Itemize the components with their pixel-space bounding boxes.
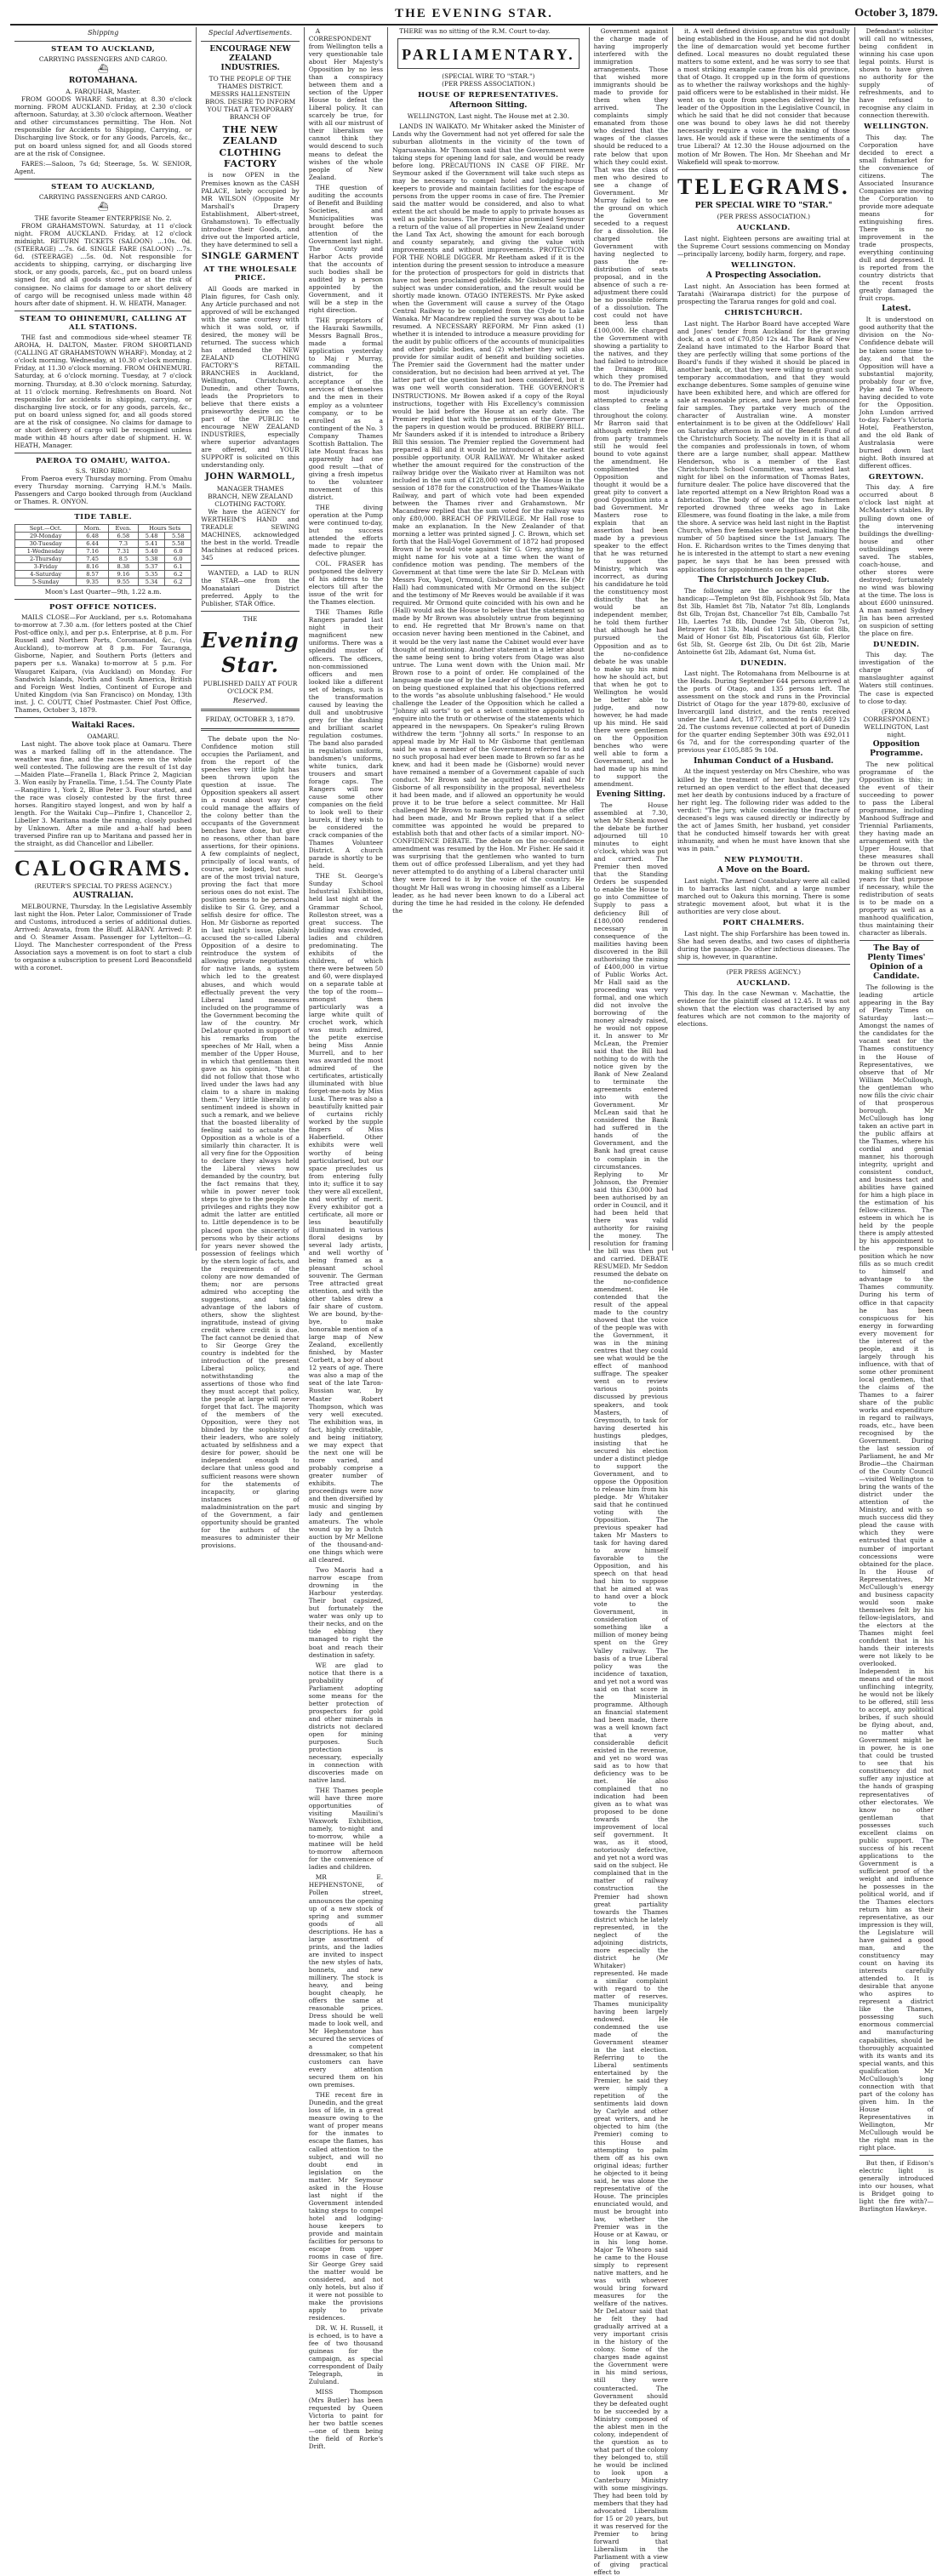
place-heading: DUNEDIN. bbox=[740, 658, 787, 668]
article-body: MELBOURNE, Thursday. In the Legislative Assembly last night the Hon. Peter Lalor, Commissioner of Trade and Customs, introduced a series of additional duties. Arrived: Arawata, from the Bluff. ALBANY. Arrived: P. and O. Steamer Assam. Passenger for Lyttelton—G. Lloyd. The Manchester correspondent of the Press Association says a movement is on foot to start a club to organise a subscription to present Lord Beaconsfield with a coronet. bbox=[14, 902, 192, 972]
ad-address: TO THE PEOPLE OF THE THAMES DISTRICT. bbox=[208, 74, 292, 90]
dateline: WELLINGTON, Last night. The House met at 2.30. bbox=[407, 112, 569, 121]
tide-cell: 9.35 bbox=[77, 578, 108, 585]
article-body: The new political programme of the Opposition is this; in the event of their succeeding to power to pass the Liberal programme, including Manhood Suffrage and Triennial Parliaments, they having made an arrangement with the Upper House, that these measures shall be thrown out there, making sufficient new years for that purpose if necessary, while the redistribution of seats is to be made on a property as well as a manhood qualification, thus maintaining their character as liberals. bbox=[859, 760, 934, 938]
masthead bbox=[10, 5, 938, 26]
ad-subtitle: S.S. 'RIRO RIRO.' bbox=[75, 467, 131, 476]
ad-signature: JOHN WARMOLL, bbox=[205, 472, 296, 482]
column-6 bbox=[672, 27, 854, 1251]
story-heading: Opposition Programme. bbox=[870, 739, 923, 758]
column-2 bbox=[196, 27, 303, 1549]
tide-table bbox=[14, 524, 191, 586]
editorial-dateline: FRIDAY, OCTOBER 3, 1879. bbox=[205, 715, 295, 724]
place-heading: WELLINGTON. bbox=[864, 123, 929, 132]
news-paragraph: THE recent fire in Dunedin, and the great loss of life, in a great measure owing to the want of proper means for the inmates to escape the flames, has called attention to the subject, and will no doubt end in legislation on the matter. Mr Seymour asked in the House last night if the Government intended taking steps to compel hotel and lodging-house keepers to provide and maintain facilities for persons to escape from upper rooms in case of fire. Sir George Grey said the matter would be considered, and not only hotels, but also if it were not possible to make the provisions apply to private residences. bbox=[308, 2091, 384, 2322]
news-paragraph: THE Thames people will have three more opportunities of visiting Mauilini's Waxwork Exhibition, namely, to-night and to-morrow, while a matinee will be held to-morrow afternoon for the convenience of ladies and children. bbox=[308, 1787, 384, 1872]
divider bbox=[14, 599, 191, 600]
tide-cell: 7.31 bbox=[108, 547, 138, 555]
place-heading: AUCKLAND. bbox=[736, 224, 791, 233]
section-subtitle: (REUTER'S SPECIAL TO PRESS AGENCY.) bbox=[34, 881, 172, 890]
newspaper-title: THE EVENING STAR. bbox=[395, 7, 553, 20]
article-body: The following are the acceptances for the handicap:—Templeton 9st 8lb, Fishhook 9st 5lb, Mata 8st 3lb, Hamlet 8st 7lb, Natator 7st 8lb, Longlands 8st 6lb, Trojan 8st, Chancellor 7st 8lb, Camballo 7st 1lb, Laertes 7st 8lb, Dundee 7st 5lb, Oberon 7st, Betrayer 6st 13lb, Maid 6st 12lb Atlantic 6st 8lb, Maid of Honor 6st 8lb, Piscatorious 6st 6lb, Flerlor 6st 5lb, St. George 6st 2lb, Ou Dit 6st 2lb, Marie Antoinette 6st 2lb, Adamant 6st, Numa 6st. bbox=[677, 586, 850, 656]
tide-cell: 3-Friday bbox=[15, 562, 77, 570]
divider bbox=[859, 2155, 934, 2156]
ship-icon: ⛴ bbox=[97, 65, 109, 75]
editorial-body: The debate upon the No-Confidence motion still occupies the Parliament, and from the report of the speeches very little light has been thrown upon the question at issue. The Opposition speakers all assert in a round about way they could manage the affairs of the colony better than the occupants of the Government benches have done, but give no reasons, other than bare assertions, for their opinions. A few complaints of neglect, principally of local wants, of course, are lodged, but such are of the most trivial nature, proving the fact that more serious ones do not exist. The position seems to be personal dislike to Sir G. Grey, and a selfish desire for office. The Hon. Mr Gisborne as reported in last night's issue, plainly accused the so-called Liberal Opposition of a desire to reintroduce the system of allowing private negotiations for native lands, a system which led to the greatest abuses, and which would effectually prevent the very Liberal land measures included on the programme of the Government becoming the law of the country. Mr DeLatour quoted in support of his remarks from the speeches of Mr Hall, when a member of the Upper House, in which that gentleman then gave as his opinion, "that it did not follow that those who lived under the laws had any claim to a share in making them." Very little liberality of sentiment indeed is shown in such a remark, and we believe that the boasted liberality of feeling said to actuate the Opposition as a whole is of a similarly thin character. It is all very fine for the Opposition to declare they always held the Liberal views now demanded by the country, but the fact remains that they, while in power never took steps to give to the people the privileges and rights they now admit the latter are entitled to. Little dependence is to be placed upon the sincerity of persons who by their actions for years never showed the possession of feelings which by the stern logic of facts, and the requirements of the colony are now demanded of them; nor are persons admired who accepting the suggestions, and taking advantage of the labors of others, show the slightest ingratitude, instead of giving credit where credit is due. The fact cannot be denied that to Sir George Grey the country is indebted for the introduction of the present Liberal policy, and notwithstanding the assertions of those who find they must accept that policy, the people at large will never forget that fact. The majority of the members of the Opposition, were they not blinded by the sophistry of their leaders, who are solely actuated by selfishness and a desire for power, should be independent enough to declare that unless good and sufficient reasons were shown for the statements of incapacity, or glaring instances of maladministration on the part of the Government, a fair opportunity should be granted for the authors of the measures to administer their provisions. bbox=[201, 734, 300, 1549]
ad-subtitle: CARRYING PASSENGERS AND CARGO. bbox=[38, 193, 168, 201]
dateline: OAMARU. bbox=[87, 732, 120, 740]
tide-header-cell: Sept.—Oct. bbox=[15, 524, 77, 532]
tide-cell: 5.58 bbox=[165, 532, 191, 539]
section-subtitle: (SPECIAL WIRE TO "STAR.") bbox=[442, 71, 535, 80]
ad-body: From Paeroa every Thursday morning. From Omahu every Thursday morning. Carrying H.M.'s Mails. Passengers and Cargo booked through from (Auckland or Thames. R. ONYON. bbox=[14, 475, 192, 506]
section-subtitle: (PER PRESS ASSOCIATION.) bbox=[442, 80, 535, 88]
ad-headline: SINGLE GARMENT bbox=[201, 251, 300, 261]
article-body: At the inquest yesterday on Mrs Cheshire, who was killed by the treatment of her husband, the jury returned an open verdict to the effect that deceased met her death by contusions induced by a fracture of her right leg. The following rider was added to the verdict: "The jury, while considering the fracture of deceased's legs was caused directly or indirectly by the act of James Smith, her husband, yet consider that he conducted himself towards her with great inhumanity, and when he must have known that she was in pain." bbox=[677, 767, 850, 852]
place-heading: WELLINGTON. bbox=[731, 260, 797, 270]
news-paragraph: COL. FRASER has postponed the delivery of his address to the electors till after the issue of the writ for the Thames election. bbox=[308, 560, 384, 607]
tide-cell: 4-Saturday bbox=[15, 570, 77, 578]
tide-cell: 8.16 bbox=[77, 562, 108, 570]
ad-body: FROM GRAHAMSTOWN. Saturday, at 11 o'clock night. FROM AUCKLAND. Friday, at 12 o'clock midnight. RETURN TICKETS (SALOON) ...10s. 0d. (STEERAGE) ...7s. 6d. SINGLE FARE (SALOON) ...7s. 6d. (STEERAGE) ...5s. 0d. Not responsible for accidents to shipping, carrying, or discharging live stock, or any goods, parcels, &c., put on board unless signed for, and all goods stored are at the risk of consignee. No claims for damage to or short delivery of cargo will be recognised unless made within 48 hours after date of shipment. H. W. HEATH, Manager. bbox=[14, 222, 192, 307]
tide-cell: 9.55 bbox=[108, 578, 138, 585]
tide-table-title: TIDE TABLE. bbox=[74, 513, 133, 522]
ad-body: FROM GOODS WHARF. Saturday, at 8.30 o'clock morning. FROM AUCKLAND. Friday, at 2.30 o'clock afternoon. Saturday, at 3.30 o'clock afternoon. Weather and other circumstances permitting. The Hon. Not responsible for Accidents to Shipping, Carrying, or Discharging live Stock, or for any Goods, Parcels, &c., put on board unless signed for, and all Goods stored are at the risk of Consignee. bbox=[14, 95, 192, 157]
divider bbox=[859, 940, 934, 941]
ad-title: STEAM TO OHINEMURI, CALLING AT ALL STATIONS. bbox=[19, 314, 187, 332]
ad-title: STEAM TO AUCKLAND, bbox=[51, 44, 156, 54]
ad-title: STEAM TO AUCKLAND, bbox=[51, 182, 156, 191]
divider bbox=[201, 41, 299, 42]
article-body: it. A well defined division apparatus was gradually being established in the House, and he did not doubt the line of demarcation would yet become further defined. Local measures no doubt regulated these matters to some extent, and he was sorry to see that a most striking example came from his old province, that of Otago. It cropped up in the form of questions as to whether the railway workshops and the highly-paid officers were to be established in their midst. He went on to quote from speeches delivered by the leader of the Opposition in the Legislative Council, in which he said that he did not consider that because one was bound to obey laws he did not thereby necessarily require a voice in the making of those laws. He would ask if these were the sentiments of a true Liberal? At 12.30 the House adjourned on the motion of Mr Bowen. The Hon. Mr Sheehan and Mr Wakefield will speak to-morrow. bbox=[677, 27, 850, 166]
wanted-ad: WANTED, a LAD to RUN the STAR—one from the Moanataiari District preferred. Apply to the Publisher, STAR Office. bbox=[201, 568, 300, 608]
story-heading: A Prospecting Association. bbox=[705, 271, 821, 281]
divider bbox=[14, 717, 191, 718]
tide-cell: 30-Tuesday bbox=[15, 539, 77, 547]
column-5 bbox=[589, 27, 672, 2576]
tide-cell: 2-Thursday bbox=[15, 555, 77, 562]
tide-cell: 6.0 bbox=[165, 555, 191, 562]
news-paragraph: THE St. George's Sunday School Industrial Exhibition, held last night at the Grammar School, Rolleston street, was a great success. The building was crowded, ladies and children predominating. The exhibits of the children, of which there were between 50 and 60, were displayed on a separate table at the top of the room—amongst them particularly was a large white quilt of crochet work, which was much admired, the petite exercise being Miss Annie Murrell, and to her was awarded the most admired of the certificates, artistically illuminated with blue forget-me-nots by Miss Lusk. There was also a beautifully knitted pair of curtains richly worked by the supple fingers of Miss Haberfield. Other exhibits were well worthy of being particularised, but our space precludes us from entering fully into it; suffice it to say they were all excellent, and worthy of merit. Every exhibitor got a certificate, all more or less beautifully illuminated in various floral designs by several lady artists, and well worthy of being framed as a pleasant school souvenir. The German Tree attracted great attention, and with the other tables drew a fair share of custom. We are bound, by-the-bye, to make honorable mention of a large map of New Zealand, excellently finished, by Master Corbett, a boy of about 12 years of age. There was also a map of the seat of the late Taron-Russian war, by Master Robert Thompson, which was very well executed. The exhibition was, in fact, highly creditable, and being initiatory, we may expect that the next one will be more varied, and probably comprise a greater number of exhibits. The proceedings were now and then diversified by music and singing by lady and gentlemen amateurs. The whole wound up by a Dutch auction by Mr Mellone of the thousand-and-one things which were all cleared. bbox=[308, 872, 384, 1564]
tide-cell: 5.37 bbox=[139, 562, 165, 570]
tide-cell: 8.57 bbox=[77, 570, 108, 578]
reserved-note: Reserved. bbox=[232, 696, 268, 704]
tide-row bbox=[15, 539, 191, 547]
news-paragraph: A CORRESPONDENT from Wellington tells a very questionable tale about Her Majesty's Opposition by no less than a conspiracy between them and a section of the Upper House to defeat the Liberal policy. It can scarcely be true, for with all our mistrust of their liberalism we cannot think they would descend to such means to defeat the wishes of the whole people of New Zealand. bbox=[308, 27, 384, 181]
story-heading: The Bay of Plenty Times' Opinion of a Candidate. bbox=[867, 944, 926, 982]
column-7 bbox=[854, 27, 938, 2214]
divider bbox=[677, 169, 850, 170]
article-body: Government against the charge made of having improperly interfered with the immigration arrangements. Those that wished more immigrants should be made to provide for them when they arrived. The complaints simply emanated from those who desired that the wages of the classes should be reduced to a rate below that upon which they could exist. That was the class of men who desired to see a change of Government. Mr Murray failed to see the ground on which the Government seceded to a request for a dissolution. He charged the Government with having neglected to pass the re-distribution of seats proposal, and in the absence of such a re-adjustment there could be no possible reform of a dissolution. The cost could not have been less than £100,000. He charged the Government with showing a partiality to the natives, and they had failed to introduce the Drainage Bill, which they promised to do. The Premier had most injudiciously attempted to create a class feeling throughout the colony. Mr Barron said that although entirely free from party trammels still he would feel bound to vote against the amendment. He complimented the Opposition and thought it would be a great pity to convert a good Opposition into a bad Government. Mr Masters rose to explain that an assertion had been made by a previous speaker to the effect that he was returned to support the Ministry, which was incorrect, as during his candidature he told the constituency most distinctly that he would be an independent member, he told them further that although he had pursued the Opposition and as to the no-confidence debate he was unable to make up his mind how he should act, but that when he got to Wellington he would be better able to judge, and now however, he had made up his mind. He said there were gentlemen on the Opposition benches who were well able to form a Government, and he had made up his mind to support the amendment. bbox=[593, 27, 668, 789]
section-subtitle: PER SPECIAL WIRE TO "STAR." bbox=[694, 202, 832, 211]
tide-cell: 5.41 bbox=[139, 539, 165, 547]
divider bbox=[201, 611, 299, 612]
news-paragraph: THERE was no sitting of the R.M. Court to-day. bbox=[399, 27, 551, 35]
news-paragraph: THE Thames Rifle Rangers paraded last night in their magnificent new uniforms. There was a splendid muster of officers. The officers, non-commissioned officers and men looked like a different set of beings, such is the transformation caused by leaving the dull and unobtrusive grey for the dashing and brilliant scarlet regulation costumes. The band also paraded in regulation uniform, bandsmen's uniforms, white tunics, dark trousers and smart forage caps. The Rangers will now cause some other companies on the field to look well to their laurels, if they wish to be considered the crack companies of the Thames Volunteer District. A church parade is shortly to be held. bbox=[308, 608, 384, 870]
section-heading: POST OFFICE NOTICES. bbox=[49, 602, 157, 612]
tide-cell: 6.44 bbox=[77, 539, 108, 547]
ad-subtitle: CARRYING PASSENGERS AND CARGO. bbox=[38, 55, 168, 64]
story-heading: Latest. bbox=[882, 305, 911, 314]
column-4 bbox=[387, 27, 589, 1251]
article-body: It is understood on good authority that the division on the No-Confidence debate will be taken some time to-day, and that the Opposition will have a substantial majority, probably four or five, Pyke and Te Wheoro having decided to vote for the Opposition. John Lundon arrived to-day. Faber's Victoria Hotel, Featherston, and the old Bank of Australasia were burned down last night. Both insured at different offices. bbox=[859, 316, 934, 470]
divider bbox=[14, 851, 191, 852]
ship-icon: ⛴ bbox=[97, 202, 109, 213]
article-body: MAILS CLOSE—For Auckland, per s.s. Rotomahana to-morrow at 7.30 a.m. (for letters posted at the Chief Post-office only.), and per p.s. Enterprise, at 8 p.m. For Russell and Northern Ports, Coromandel, &c., (via Auckland), to-morrow at 8 p.m. For Tauranga, Gisborne, Napier, and Southern Ports (letters and papers per s.s. Wanaka) to-morrow at 5 p.m. For Waugaret Kaipara, (via Auckland) on Monday. For Sandwich Islands, North and South America, British and Foreign West Indies, Continent of Europe and United Kingdom (via San Francisco) on Monday, 13th inst. J. C. COUTT, Chief Postmaster. Chief Post Office, Thames, October 3, 1879. bbox=[14, 613, 192, 714]
parliamentary-banner bbox=[397, 38, 580, 69]
section-subtitle: (PER PRESS ASSOCIATION.) bbox=[717, 213, 811, 221]
ad-body: is now OPEN in the Premises known as the CASH PALACE, lately occupied by MR WILSON (Opposite Mr Marshall's Drapery Establishment, Albert-street, Grahamstown). To effectually introduce their Goods, and drive out the Imported article, they have determined to sell a bbox=[201, 171, 300, 248]
tide-cell: 6.1 bbox=[165, 562, 191, 570]
divider bbox=[14, 179, 191, 180]
place-heading: CHRISTCHURCH. bbox=[724, 309, 803, 318]
tide-row bbox=[15, 562, 191, 570]
ship-master: A. FARQUHAR, Master. bbox=[66, 88, 141, 96]
ad-body: We have the AGENCY for WERTHEIM'S HAND and TREADLE SEWING MACHINES, acknowledged the best in the world. Treadle Machines at reduced prices. 345 bbox=[201, 507, 300, 561]
section-title: TELEGRAMS. bbox=[677, 174, 850, 199]
ad-lead: ENCOURAGE NEW ZEALAND INDUSTRIES. bbox=[209, 44, 291, 72]
article-body: Last night. An Association has been formed at Taratahi (Wairarapa district) for the purpose of prospecting the Tararua ranges for gold and coal. bbox=[677, 282, 850, 306]
news-paragraph: THE diving operation at the Pump were continued to-day, but no success attended the efforts made to repair the defective plunger. bbox=[308, 503, 384, 558]
place-heading: GREYTOWN. bbox=[868, 473, 924, 482]
tide-cell: 5-Sunday bbox=[15, 578, 77, 585]
moon-phase: Moon's Last Quarter—9th, 1.22 a.m. bbox=[44, 587, 162, 596]
article-body: This day. In the case Newman v. Machattie, the evidence for the plaintiff closed at 12.45. It was not shown that the election was characterised by any features which are not common to the majority of elections. bbox=[677, 989, 850, 1029]
tide-cell: 6.58 bbox=[108, 532, 138, 539]
ad-body: THE fast and commodious side-wheel steamer TE AROHA, H. DALTON, Master. FROM SHORTLAND (CALLING AT GRAHAMSTOWN WHARF). Monday, at 2 o'clock morning. Wednesday, at 10.30 o'clock morning. Friday, at 11.30 o'clock morning. FROM OHINEMURI. Saturday, at 6 o'clock morning. Tuesday, at 7 o'clock morning. Thursday, at 8.30 o'clock morning. Saturday, at 11 o'clock morning. Refreshments on Board. Not responsible for accidents in shipping, carrying, or discharging live stock, or for any goods, parcels, &c., put on board unless signed for, and all goods stored are at the risk of consignee. No claims for damage to or short delivery of cargo will be recognised unless made within 48 hours after date of shipment. H. W. HEATH, Manager. bbox=[14, 333, 192, 449]
divider bbox=[201, 565, 299, 566]
place-heading: DUNEDIN. bbox=[873, 641, 920, 649]
tide-cell: 5.38 bbox=[139, 555, 165, 562]
place-heading: NEW PLYMOUTH. bbox=[723, 855, 803, 864]
tide-header-cell: Even. bbox=[108, 524, 138, 532]
divider bbox=[201, 709, 299, 711]
article-body: But then, if Edison's electric light is generally introduced into our houses, what is Bridget going to light the fire with?—Burlington Hawkeye. bbox=[859, 2158, 934, 2214]
section-subtitle: (PER PRESS AGENCY.) bbox=[726, 967, 801, 976]
tide-cell: 6.0 bbox=[165, 547, 191, 555]
tide-row bbox=[15, 570, 191, 578]
tide-header-cell: Morn. bbox=[77, 524, 108, 532]
news-paragraph: MISS Thompson (Mrs Butler) has been requested by Queen Victoria to paint for her two battle scenes—one of them being the field of Rorke's Drift. bbox=[308, 2388, 384, 2450]
ad-headline: AT THE WHOLESALE PRICE. bbox=[203, 265, 297, 283]
story-heading: A Move on the Board. bbox=[717, 866, 810, 875]
section-title: PARLIAMENTARY. bbox=[402, 46, 575, 64]
tide-header-cell: Hours Sets bbox=[139, 524, 191, 532]
tide-cell: 7.45 bbox=[77, 555, 108, 562]
logo-prefix: THE bbox=[243, 615, 258, 624]
ship-name: ROTOMAHANA. bbox=[68, 77, 138, 86]
article-body: Defendant's solicitor will call no witnesses, being confident in winning his case upon legal points. Hurst is shown to have given no authority for the supply of refreshments, and to have refused to recognise any claim in connection therewith. bbox=[859, 27, 934, 120]
article-body: LANDS IN WAIKATO. Mr Whitaker asked the Minister of Lands why the Government had not yet offered for sale the suburban allotments in the vicinity of the town of Ngaruawahia. Mr Thomson said that the Government were taking steps for opening land for sale, and would be ready before long. PRECAUTIONS IN CASE OF FIRE. Mr Seymour asked if the Government will take such steps as may be necessary to compel hotel and lodging-house keepers to provide and maintain facilities for the escape of persons from the upper rooms in case of fire. The Premier said the matter would be considered, and also to what extent the act should be made to apply to private houses as well as public houses. The Premier also promised Seymour a return of the value of all properties in New Zealand under the Land Tax Act, showing the amount for each borough and county separately, and giving the value with improvements and without improvements. PROTECTION FOR THE NOBLE DIGGER. Mr Reetham asked if it is the intention during the present session to introduce a measure for the protection of prospectors for gold in districts that have not been proclaimed goldfields. Mr Gisborne said the subject was under consideration, and the result would be shortly made known. OTAGO INTERESTS. Mr Pyke asked when the Government will cause a survey of the Otago Central Railway to be completed from the Clyde to Lake Wanaka. Mr Macandrew replied the survey was about to be resumed. A NECESSARY REFORM. Mr Finn asked (1) whether it is intended to introduce a measure providing for the audit by public officers of the accounts of municipalities and other public bodies, and (2) whether they will also provide for similar audit of benefit and building societies. The Premier said the Government had the matter under consideration, but no decision had been arrived at yet. The latter part of the question had not been considered, but it was one well worth consideration. THE GOVERNOR'S INSTRUCTIONS. Mr Bowen asked if a copy of the Royal instructions, together with His Excellency's commission would be laid before the House at an early date. The Premier replied that with the permission of the Governor the papers in question would be produced. BRIBERY BILL. Mr Saunders asked if it is intended to introduce a Bribery Bill this session. The Premier replied the Government had prepared a Bill and it would be introduced at the earliest possible opportunity. OUR RAILWAY. Mr Whitaker asked whether the amount required for the construction of the railway bridge over the Waikato river at Hamilton was not included in the sum of £128,000 voted by the House in the session of 1878 for the construction of the Thames-Waikato Railway, and part of which vote had been expended between the Thames river and Grahamstown. Mr Macandrew replied that the sum voted for the railway was only £80,000. BREACH OF PRIVILEGE. Mr Hall rose to make an explanation. In the New Zealander of that morning a letter was printed signed J. C. Brown, which set forth that the Hall-Vogel Government of 1872 had proposed Brown if he would vote against Sir G. Grey, anything he might name for his vote at a time when the want of confidence motion was pending. The members of the Government at that time were the late Sir D. McLean with Messrs Fox, Vogel, Ormond, Gisborne and Reeves. He (Mr Hall) had communicated with Mr Ormond on the subject and the testimony of Mr Reeves would be available if it was required. Mr Ormond quite coincided with his own and he (Hall) would ask the House to believe that the statement so made by Mr Brown was absolutely untrue from beginning to end. He regretted that Mr Brown's name on that occasion never having been mentioned in the Cabinet, and it would be the very last name the Cabinet would ever have thought of mentioning. Another statement in a letter about the same being sent to bring voters from Otago was also untrue. The Luna went down with the Union mail. Mr Brown rose to a point of order. He complained of the language made use of by the Leader of the Opposition, and on being questioned explained that his objections referred to the words "as absolute unblushing falsehood." He would challenge the Leader of the Opposition which he called a "Johnny all sorts" to get a select committee appointed to enquire into the truth or otherwise of the statements which appeared in the newspapers. On Speaker's ruling Brown withdrew the term "Johnny all sorts." In response to an appeal made by Mr Hall to Mr Gisborne that gentleman said he was a member of the Government referred to and no such proposal had ever been made to Brown so far as he knew, and had it been made he (Gisborne) would never have remained a member of a Government capable of such conduct. Mr Brown said he acquitted Mr Hall and Mr Gisborne of all responsibility in the proposal, nevertheless it had been made, and if allowed an opportunity he would prove it to be true before a select committee. Mr Hall challenged Mr Brown to name the party by whom the offer had been made, and Mr Brown replied that if a select committee was appointed he would be prepared to establish both that and other facts of a similar import. NO-CONFIDENCE DEBATE. The debate on the no-confidence amendment was resumed by the Hon. Mr Fisher. He said it was surprising that the gentlemen who wanted to turn them out of office professed Liberalism, and yet they had never attempted to do anything of a Liberal character until they were forced to it by the voice of the country. He thought Mr Hall was wrong in choosing himself as a Liberal leader, as he had never been known to do a Liberal act during the time he had resided in the colony. He defended the bbox=[392, 123, 585, 915]
section-heading: HOUSE OF REPRESENTATIVES. bbox=[418, 91, 559, 100]
section-title: CALOGRAMS. bbox=[14, 856, 192, 881]
article-body: This day. The Corporation have decided to erect a small fishmarket for the convenience of citizens. The Associated Insurance Companies are moving the Corporation to provide more adequate means for extinguishing fires. There is no improvement in the trade prospects, everything continuing dull and depressed. It is reported from the country districts that the recent frosts greatly damaged the fruit crops. bbox=[859, 133, 934, 303]
tide-cell: 5.35 bbox=[139, 570, 165, 578]
tide-cell: 5.34 bbox=[139, 578, 165, 585]
tide-cell: 7.3 bbox=[108, 539, 138, 547]
ad-body: MESSRS HALLENSTEIN BROS. DESIRE TO INFORM YOU THAT A TEMPORARY BRANCH OF bbox=[204, 89, 296, 121]
news-paragraph: MR E. HEPHENSTONE, of Pollen street, announces the opening up of a new stock of spring and summer goods of all descriptions. He has a large assortment of prints, and the ladies are invited to inspect the new styles of hats, bonnets, and new millinery. The stock is heavy, and being bought cheaply, he offers the same at reasonable prices. Dress should be well made to look well, and Mr Hephenstone has secured the services of a competent dressmaker, so that his customers can have every attention secured them on his own premises. bbox=[308, 1873, 384, 2089]
section-subtitle: (FROM A CORRESPONDENT.) bbox=[863, 707, 930, 723]
tide-row bbox=[15, 555, 191, 562]
article-body: This day. A fire occurred about 8 o'clock last night at McMaster's stables. By pulling down one of the intervening buildings the dwelling-house and other outbuildings were saved. The stables, coach-house, and other stores were destroyed; fortunately no wind was blowing at the time. The loss is about £600 uninsured. A man named Sydney Jin has been arrested on suspicion of setting the place on fire. bbox=[859, 483, 934, 637]
tide-cell: 9.16 bbox=[108, 570, 138, 578]
news-paragraph: Two Maoris had a narrow escape from drowning in the Harbour yesterday. Their boat capsized, but fortunately the water was only up to their necks, and on the tide ebbing they managed to right the boat and reach their destination in safety. bbox=[308, 1566, 384, 1659]
tide-cell: 6.2 bbox=[165, 570, 191, 578]
article-body: The following is the leading article appearing in the Bay of Plenty Times on Saturday last:— Amongst the names of the candidates for the vacant seat for the Thames constituency in the House of Representatives, we observe that of Mr William McCullough, the gentleman who now fills the civic chair of that prosperous borough. Mr McCullough has long taken an active part in the public affairs at the Thames, where his cordial and genial manner, his thorough integrity, upright and consistent conduct, and business tact and abilities have gained for him a high place in the estimation of his fellow-citizens. The esteem in which he is held by the people there is amply attested by his appointment to the responsible position which he now fills as so much credit to himself and advantage to the Thames community. During his term of office in that capacity he has been conspicuous for his energy in forwarding every movement for the interest of the people, and it is largely through his influence, with that of some other prominent local gentlemen, that the claims of the Thames to a fairer share of the public works and expenditure in regard to railways, roads, etc., have been recognised by the Government. During the last session of Parliament, he and Mr Brodie—the Chairman of the County Council—visited Wellington to bring the wants of the district under the attention of the Ministry, and with so much success did they plead the cause with which they were entrusted that quite a number of important concessions were obtained for the place. In the House of Representatives, Mr McCullough's energy and business capacity would soon make themselves felt by his fellow-legislators, and the electors at the Thames might feel confident that in his hands their interests were not likely to be overlooked. Independent in his means and of the most unflinching integrity, he would not be likely to be offered, still less to accept, any political bribes, if such should be flying about, and, no matter what Government might be in power, he is one that could be trusted to see that his constituency did not suffer any injustice at the hands of grasping representatives of other electorates. We know no other gentleman that possesses such excellent claims on public support. The success of his recent applications to the Government is a sufficient proof of the weight and influence he possesses in the political world, and if the Thames electors return him as their representative, as our impression is they will, the Legislature will have gained a good man, and the constituency may count on having its interests carefully attended to. It is desirable that anyone who aspires to represent a district like the Thames, possessing such enormous commercial and manufacturing capabilities, should be thoroughly acquainted with its wants and its special wants, and this qualification Mr McCullough's long connection with that part of the colony has given him. In the House of Representatives in Wellington, Mr McCullough would be the right man in the right place. bbox=[859, 983, 934, 2151]
article-body: Last night. Eighteen persons are awaiting trial at the Supreme Court sessions commencing on Monday—principally larceny, bodily harm, forgery, and rape. bbox=[677, 234, 850, 258]
tide-cell: 1-Wednesday bbox=[15, 547, 77, 555]
tide-row bbox=[15, 547, 191, 555]
ad-brand: THE NEW ZEALAND CLOTHING FACTORY bbox=[219, 123, 282, 170]
tide-table-header bbox=[15, 524, 191, 532]
dateline: WELLINGTON, Last night. bbox=[864, 722, 929, 738]
tide-row bbox=[15, 578, 191, 585]
article-body: Last night. The ship Forfarshire has been towed in. She had seven deaths, and two cases of diphtheria during the passage. Do other infectious diseases. The ship is, however, in quarantine. bbox=[677, 929, 850, 960]
article-body: Last night. The Armed Constabulary were all called in to barracks last night, and a large number marched out to Oakura this morning. There is some strategic movement afoot, but what it is the authorities are very close about. bbox=[677, 877, 850, 916]
sitting-heading: Afternoon Sitting. bbox=[449, 101, 528, 111]
news-paragraph: WE are glad to notice that there is a probability of Parliament adopting some means for the better protection of prospectors for gold and other minerals in districts not declared open for mining purposes. Such protection is necessary, especially in connection with discoveries made on native land. bbox=[308, 1661, 384, 1785]
ad-fares: FARES:—Saloon, 7s 6d; Steerage, 5s. W. SENIOR, Agent. bbox=[14, 159, 192, 175]
divider bbox=[14, 509, 191, 510]
story-heading: The Christchurch Jockey Club. bbox=[698, 575, 830, 584]
shipping-label: Shipping bbox=[88, 29, 119, 37]
divider bbox=[677, 964, 850, 965]
place-heading: AUCKLAND. bbox=[736, 978, 791, 988]
article-body: The House assembled at 7.30, when Mr Shenk moved the debate be further adjourned till 10 minutes to eight o'clock, which was put and carried. The Premier then moved that the Standing Orders be suspended to enable the House to go into Committee of Supply to pass a deficiency Bill of £180,000 rendered necessary in consequence of the mailities having been discovered in the Bill authorising the raising of £400,000 in virtue of Public Works Act. Mr Hall said as the proceeding was very formal, and one which did not involve the borrowing of the money already raised, he would not oppose it. In answer to Mr McLean, the Premier said that the Bill had nothing to do with the notice given by the Bank of New Zealand to terminate the agreements entered into with the Government. Mr McLean said that he considered the Bank had suffered in the hands of the Government, and the Bank had great cause to complain in the circumstances. Replying to Mr Johnson, the Premier said this £30,000 had been authorised by an order in Council, and it had been held that there was valid authority for raising the money. The resolution for framing the bill was then put and carried. DEBATE RESUMED. Mr Seddon resumed the debate on the no-confidence amendment. He contended that the result of the appeal made to the country showed that the voice of the people was with the Government, it was in the mining centres that they could see what would be the effect of manhood suffrage. The speaker went on to review various points discussed by previous speakers, and took Masters, of Greymouth, to task for having deserted his hustings pledges, insisting that he secured his election under a distinct pledge to support the Government, and to oppose the Opposition to release him from his pledge. Mr Whitaker said that he continued voting with the Opposition. The previous speaker had taken Mr Masters to task for having dared to avow himself favorable to the Opposition, and his speech on that head had him to suppose that he aimed at was to hand over a block vote to the Government, in consideration of something like a million of money being spent on the Grey Valley railway. The basis of a true Liberal policy was the incidence of taxation, and yet not a word was said on that score in the Ministerial programme. Although an financial statement had been made, there was a well known fact that a very considerable deficit existed in the revenue, and yet no word was said as to how that deficiency was to be met. He also complained that no indication had been given as to what was proposed to be done towards the improvement of local self government. It was, as it stood, notoriously defective, and yet not a word was said on the subject. He complained that in the matter of railway construction the Premier had shown great partiality towards the Thames district which he lately represented, in the neglect of the adjoining districts, more especially the district he (Mr Whitaker) represented. He made a similar complaint with regard to the matter of reserves. Thames municipality having been largely endowed. He condemned the use made of the Government steamer in the last election. Referring to the Liberal sentiments entertained by the Premier, he said they were simply a repetition of the sentiments laid down by Carlyle and other great writers, and he objected to him (the Premier) coming to this House and attempting to palm them off as his own original ideas; further he objected to it being said, he was alone the representative of the House. The principles enunciated would, and must be brought into law, whether the Premier was in the House or at Kawau, or in his long home. Major Te Wheoro said he came to the House simply to represent native matters, and he was with whoever would bring forward measures for the welfare of the natives. Mr DeLatour said that he felt they had gradually arrived at a very important crisis in the history of the colony. Some of the charges made against the Government were in his mind serious, still they were counteracted. The Government should they be defeated ought to be succeeded by a Ministry composed of the ablest men in the colony, independent of the question as to what part of the colony they belonged to, still he would be inclined to look upon a Canterbury Ministry with some misgivings. They had been told by members that they had advocated Liberalism for 15 or 20 years, but it was reserved for the Premier to bring forward that Liberalism in the Parliament with a view of giving practical effect to bbox=[593, 801, 668, 2576]
tide-cell: 5.48 bbox=[139, 532, 165, 539]
section-heading: AUSTRALIAN. bbox=[72, 891, 134, 900]
divider bbox=[14, 41, 191, 42]
article-body: Last night. The Harbor Board have accepted Ware and Jones' tender from Auckland for the graving dock, at a cost of £70,850 12s 4d. The Bank of New Zealand have intimated to the Harbor Board that they are perfectly willing that some portions of the Board's funds if they wished it should be placed in another bank, or, that they were willing to grant such temporary accommodation, and that they would exchange debentures. Some samples of genuine wine have been exhibited here, and which are offered for sale at reasonable prices, and have been pronounced fair samples. They partake very much of the character of Australian wine. A monster entertainment is to be given at the Oddfellows' Hall on Saturday afternoon in aid of the Benefit Fund of the Christchurch Society. The novelty in it is that all the companies and professionals in town, of whom there are a large number, shall appear. Matthew Henderson, who is a member of the East Christchurch School Committee, was arrested last night for libel on the information of Thomas Bates, furniture dealer. The police have discovered that the late reported attempt on a New Brighton Road was a fabrication. The body of one of the two fishermen reported drowned three weeks ago in Lake Ellesmere, was found floating in the lake, a mile from the shore. A service was held last night in the Baptist Church, when five females were baptised, making the number of 50 baptised since the 1st January. The Hon. E. Richardson writes to the Times denying that he is interested in the attempt to start a new evening paper, he says that he has been pressed with applications for appointments on the paper. bbox=[677, 319, 850, 573]
page-columns bbox=[10, 27, 938, 2576]
column-3 bbox=[304, 27, 387, 2450]
tide-cell: 8.5 bbox=[108, 555, 138, 562]
tide-cell: 6.2 bbox=[165, 578, 191, 585]
issue-date: October 3, 1879. bbox=[854, 7, 938, 20]
ad-signature-title: MANAGER THAMES BRANCH, NEW ZEALAND CLOTHING FACTORY. bbox=[208, 484, 294, 508]
tide-cell: 7.16 bbox=[77, 547, 108, 555]
special-ads-label: Special Advertisements. bbox=[208, 29, 293, 37]
ad-title: PAEROA TO OMAHU, WAITOA. bbox=[36, 456, 171, 465]
ad-body: All Goods are marked in Plain figures, for Cash only. Any Article purchased and not approved of will be exchanged with the same courtesy with which it was sold, or, if desired, the money will be returned. The success which has attended the NEW ZEALAND CLOTHING FACTORY'S RETAIL BRANCHES in Auckland, Wellington, Christchurch, Dunedin, and other Towns, leads the Proprietors to believe that there exists a praiseworthy desire on the part of the PUBLIC to encourage NEW ZEALAND INDUSTRIES, especially where superior advantages are offered, and YOUR SUPPORT is solicited on this understanding only. bbox=[201, 284, 300, 470]
logo-subtitle: PUBLISHED DAILY AT FOUR O'CLOCK P.M. bbox=[203, 679, 298, 695]
article-body: Last night. The above took place at Oamaru. There was a marked falling off in the attendance. The weather was fine, and the races were on the whole well contested. The following are the result of 1st day—Maiden Plate—Franella 1, Black Prince 2, Magician 3. Won easily by Franella. Time, 1.54. The County Plate—Rangitiro 1, York 2, Blue Peter 3. Four started, and the race was closely contested by the first three horses. Rangitiro stayed longest, and won by half a length. For the Waitaki Cup—Pinfire 1, Chancellor 2, Libeller 3. Maritana made the running, closely pushed by Unknown. After a mile and a-half had been traversed Pinfire ran up to Maritana and passed her in the straight, as did Chancellor and Libeller. bbox=[14, 739, 192, 848]
place-heading: PORT CHALMERS. bbox=[722, 919, 805, 928]
article-body: Last night. The Rotomahana from Melbourne is at the Heads. During September 644 persons arrived at the ports of Otago, and 135 persons left. The assessment on the stock and runs in the Provincial District of Otago for the year 1879-80, exclusive of Invercargill land district, and the rents received under the Land Act, 1877, amounted to £40,689 12s 2d. The customs revenue collected at port of Dunedin for the quarter ending September 30th was £92,011 6s 7d, and for the corresponding quarter of the previous year £105,885 9s 10d. bbox=[677, 670, 850, 755]
news-paragraph: THE question of auditing the accounts of Benefit and Building Societies, and Municipalities was brought before the attention of the Government last night. The County and Harbor Acts provide that the accounts of such bodies shall be audited by a person appointed by the Government, and it will be a step in the right direction. bbox=[308, 183, 384, 315]
story-heading: Inhuman Conduct of a Husband. bbox=[694, 756, 834, 766]
tide-cell: 5.58 bbox=[165, 539, 191, 547]
section-heading: Waitaki Races. bbox=[71, 721, 135, 730]
tide-cell: 8.38 bbox=[108, 562, 138, 570]
news-paragraph: DR. W. H. Russell, it is echoed, is to have a fee of two thousand guineas for the campaign, as special correspondent of Daily Telegraph, in Zululand. bbox=[308, 2324, 384, 2386]
divider bbox=[201, 728, 299, 731]
article-body: This day. The investigation of the charge of manslaughter against Waters still continues. The case is expected to close to-day. bbox=[859, 651, 934, 705]
column-1 bbox=[10, 27, 196, 1251]
tide-cell: 29-Monday bbox=[15, 532, 77, 539]
tide-row bbox=[15, 532, 191, 539]
tide-cell: 5.40 bbox=[139, 547, 165, 555]
tide-cell: 6.48 bbox=[77, 532, 108, 539]
newspaper-logo: Evening Star. bbox=[201, 628, 300, 678]
sitting-heading: Evening Sitting. bbox=[596, 790, 665, 800]
ship-name: THE favorite Steamer ENTERPRISE No. 2. bbox=[34, 214, 172, 223]
news-paragraph: THE proprietors of the Hauraki Sawmills, Messrs Bagnall Bros., made a formal application yesterday to Maj r Murray, commanding the district, for the acceptance of the services of themselves and the men in their employ as a volunteer company, or to be enrolled as a contingent of the No. 3 Company Thames Scottish Battalion. The late Mount fracas has apparently had one good result —that of giving a fresh impetus to the volunteer movement of this district. bbox=[308, 316, 384, 501]
